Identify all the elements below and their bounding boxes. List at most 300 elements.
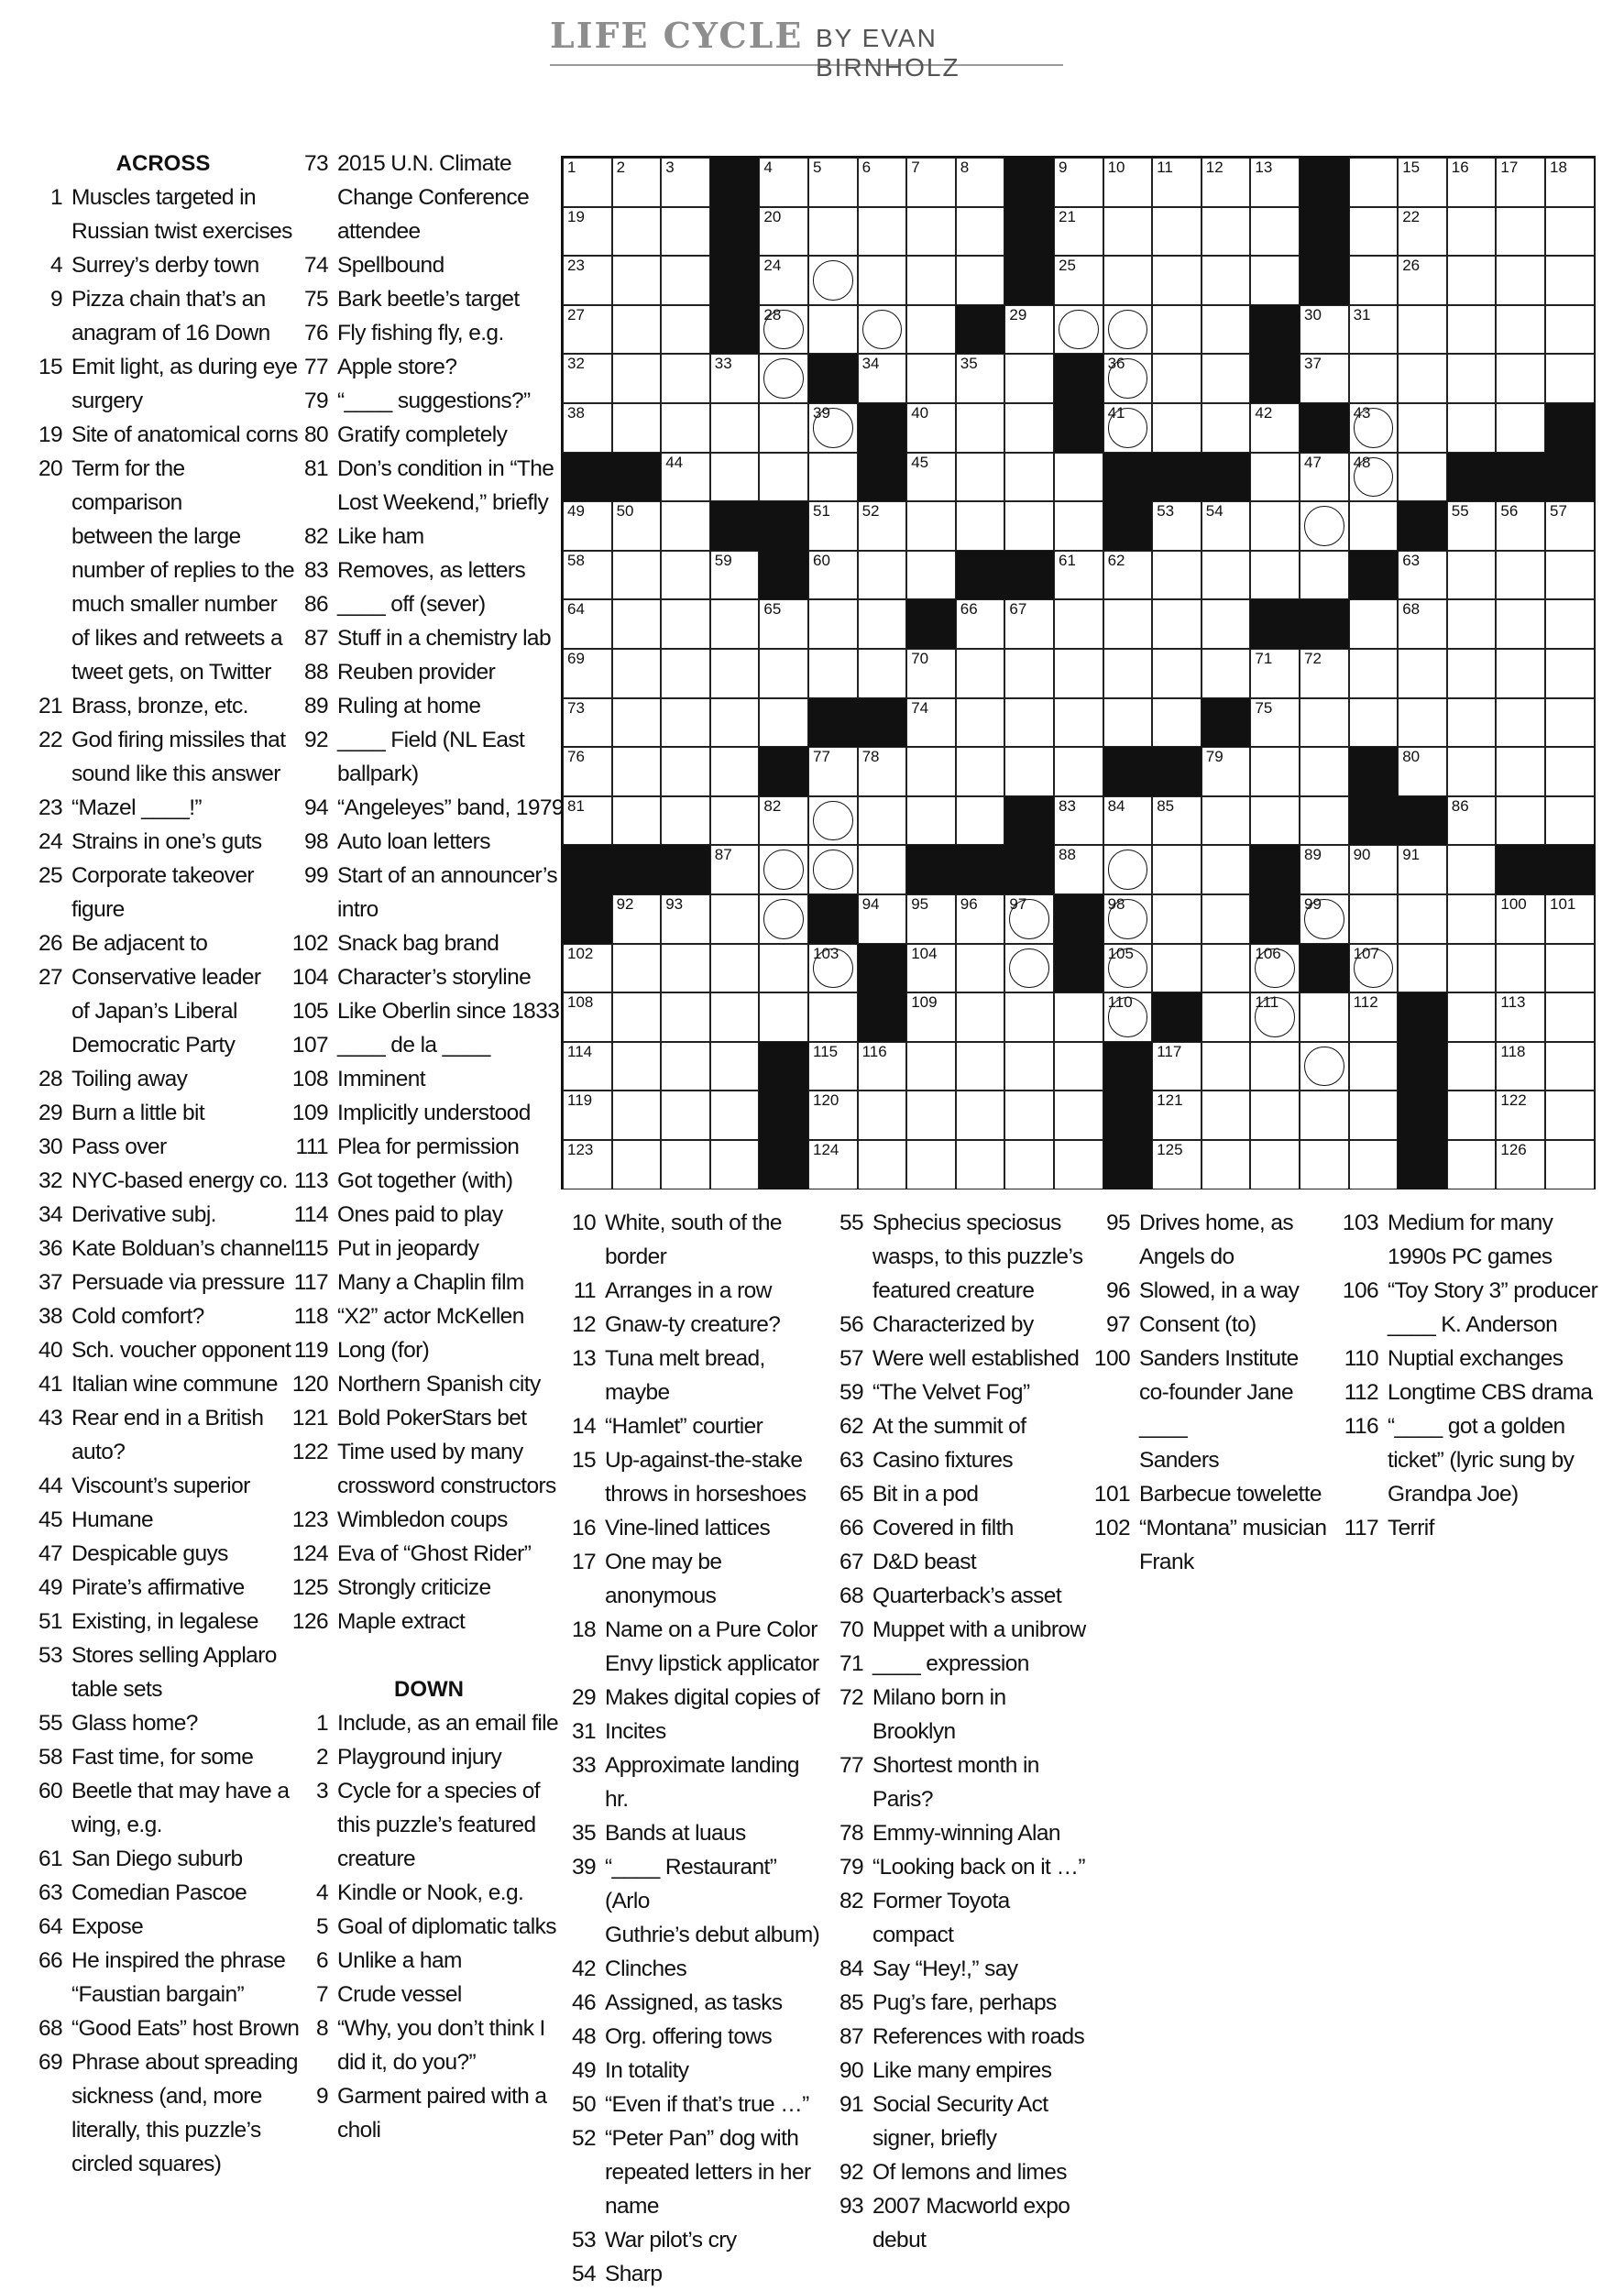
grid-square[interactable] <box>1250 1140 1300 1189</box>
grid-square[interactable] <box>1250 747 1300 796</box>
grid-square[interactable] <box>1349 501 1399 551</box>
grid-square[interactable] <box>1202 894 1251 944</box>
grid-square[interactable] <box>808 1091 858 1140</box>
grid-square[interactable] <box>1152 354 1202 403</box>
grid-square[interactable] <box>612 992 662 1042</box>
grid-square[interactable] <box>1496 1091 1545 1140</box>
grid-square[interactable] <box>1004 354 1054 403</box>
grid-square[interactable] <box>956 649 1005 698</box>
down-clue[interactable] <box>827 1986 1092 2020</box>
grid-square[interactable] <box>759 453 808 502</box>
across-clue[interactable] <box>26 1639 301 1706</box>
grid-square[interactable] <box>563 1140 612 1189</box>
grid-square[interactable] <box>1447 207 1497 257</box>
grid-square[interactable] <box>858 845 907 894</box>
grid-square[interactable] <box>1300 305 1349 355</box>
grid-square[interactable] <box>563 1042 612 1091</box>
grid-square[interactable] <box>1300 992 1349 1042</box>
grid-square[interactable] <box>808 649 858 698</box>
grid-square[interactable] <box>759 845 808 894</box>
grid-square[interactable] <box>710 354 760 403</box>
grid-square[interactable] <box>612 256 662 305</box>
grid-square[interactable] <box>1103 158 1153 207</box>
across-clue[interactable] <box>291 418 566 452</box>
grid-square[interactable] <box>661 992 710 1042</box>
grid-square[interactable] <box>1545 551 1595 600</box>
grid-square[interactable] <box>612 599 662 649</box>
grid-square[interactable] <box>1447 649 1497 698</box>
across-clue[interactable] <box>26 1401 301 1469</box>
down-clue[interactable] <box>827 2088 1092 2155</box>
grid-square[interactable] <box>1054 305 1103 355</box>
across-clue[interactable] <box>291 1096 566 1130</box>
grid-square[interactable] <box>858 796 907 846</box>
down-clue[interactable] <box>827 1579 1092 1613</box>
down-clue[interactable] <box>1093 1511 1343 1579</box>
grid-square[interactable] <box>808 207 858 257</box>
grid-square[interactable] <box>1398 599 1447 649</box>
grid-square[interactable] <box>1447 992 1497 1042</box>
across-clue[interactable] <box>26 1706 301 1740</box>
down-clue[interactable] <box>291 1910 566 1944</box>
grid-square[interactable] <box>1152 599 1202 649</box>
grid-square[interactable] <box>1300 453 1349 502</box>
down-clue[interactable] <box>559 2257 825 2291</box>
grid-square[interactable] <box>1300 551 1349 600</box>
grid-square[interactable] <box>612 551 662 600</box>
grid-square[interactable] <box>1300 894 1349 944</box>
down-clue[interactable] <box>1342 1409 1617 1511</box>
across-clue[interactable] <box>26 282 301 350</box>
grid-square[interactable] <box>612 1091 662 1140</box>
grid-square[interactable] <box>1496 551 1545 600</box>
grid-square[interactable] <box>1202 1042 1251 1091</box>
grid-square[interactable] <box>1496 1140 1545 1189</box>
grid-square[interactable] <box>956 158 1005 207</box>
grid-square[interactable] <box>1496 305 1545 355</box>
down-clue[interactable] <box>827 1850 1092 1884</box>
grid-square[interactable] <box>1349 944 1399 993</box>
across-clue[interactable] <box>291 1401 566 1435</box>
grid-square[interactable] <box>1545 1091 1595 1140</box>
grid-square[interactable] <box>1152 1042 1202 1091</box>
down-clue[interactable] <box>559 1986 825 2020</box>
down-clue[interactable] <box>1342 1206 1617 1274</box>
grid-square[interactable] <box>1054 1140 1103 1189</box>
grid-square[interactable] <box>1349 599 1399 649</box>
grid-square[interactable] <box>1103 796 1153 846</box>
grid-square[interactable] <box>1250 944 1300 993</box>
grid-square[interactable] <box>956 992 1005 1042</box>
across-clue[interactable] <box>26 1232 301 1266</box>
grid-square[interactable] <box>1300 1042 1349 1091</box>
grid-square[interactable] <box>1545 698 1595 748</box>
across-clue[interactable] <box>291 825 566 859</box>
grid-square[interactable] <box>1250 158 1300 207</box>
grid-square[interactable] <box>1300 354 1349 403</box>
grid-square[interactable] <box>1447 305 1497 355</box>
down-clue[interactable] <box>291 1876 566 1910</box>
grid-square[interactable] <box>808 747 858 796</box>
grid-square[interactable] <box>661 1140 710 1189</box>
grid-square[interactable] <box>1103 944 1153 993</box>
grid-square[interactable] <box>563 599 612 649</box>
down-clue[interactable] <box>827 1748 1092 1816</box>
across-clue[interactable] <box>26 1333 301 1367</box>
grid-square[interactable] <box>1250 256 1300 305</box>
grid-square[interactable] <box>808 403 858 453</box>
grid-square[interactable] <box>1496 158 1545 207</box>
grid-square[interactable] <box>1152 501 1202 551</box>
grid-square[interactable] <box>563 403 612 453</box>
down-clue[interactable] <box>1342 1376 1617 1409</box>
grid-square[interactable] <box>710 894 760 944</box>
grid-square[interactable] <box>1496 698 1545 748</box>
grid-square[interactable] <box>956 599 1005 649</box>
across-clue[interactable] <box>291 1130 566 1164</box>
grid-square[interactable] <box>1447 944 1497 993</box>
grid-square[interactable] <box>956 894 1005 944</box>
grid-square[interactable] <box>661 354 710 403</box>
grid-square[interactable] <box>1398 944 1447 993</box>
grid-square[interactable] <box>1152 551 1202 600</box>
grid-square[interactable] <box>1398 649 1447 698</box>
down-clue[interactable] <box>1342 1274 1617 1342</box>
grid-square[interactable] <box>1250 207 1300 257</box>
down-clue[interactable] <box>559 1816 825 1850</box>
across-clue[interactable] <box>26 248 301 282</box>
across-clue[interactable] <box>26 1062 301 1096</box>
grid-square[interactable] <box>1202 796 1251 846</box>
grid-square[interactable] <box>1496 992 1545 1042</box>
down-clue[interactable] <box>827 1884 1092 1952</box>
grid-square[interactable] <box>1545 796 1595 846</box>
grid-square[interactable] <box>808 551 858 600</box>
grid-square[interactable] <box>956 354 1005 403</box>
grid-square[interactable] <box>759 354 808 403</box>
across-clue[interactable] <box>26 689 301 723</box>
grid-square[interactable] <box>1349 453 1399 502</box>
grid-square[interactable] <box>1398 747 1447 796</box>
grid-square[interactable] <box>808 501 858 551</box>
grid-square[interactable] <box>1054 845 1103 894</box>
across-clue[interactable] <box>26 825 301 859</box>
down-clue[interactable] <box>827 1342 1092 1376</box>
across-clue[interactable] <box>291 1299 566 1333</box>
down-clue[interactable] <box>559 1206 825 1274</box>
grid-square[interactable] <box>759 403 808 453</box>
grid-square[interactable] <box>1004 501 1054 551</box>
down-clue[interactable] <box>1093 1274 1343 1308</box>
grid-square[interactable] <box>661 894 710 944</box>
grid-square[interactable] <box>1545 944 1595 993</box>
grid-square[interactable] <box>710 992 760 1042</box>
grid-square[interactable] <box>661 796 710 846</box>
grid-square[interactable] <box>563 207 612 257</box>
down-clue[interactable] <box>827 1477 1092 1511</box>
across-clue[interactable] <box>26 1537 301 1571</box>
across-clue[interactable] <box>26 1842 301 1876</box>
grid-square[interactable] <box>808 256 858 305</box>
grid-square[interactable] <box>1152 305 1202 355</box>
across-clue[interactable] <box>26 1605 301 1639</box>
grid-square[interactable] <box>906 992 956 1042</box>
grid-square[interactable] <box>1004 944 1054 993</box>
grid-square[interactable] <box>858 649 907 698</box>
across-clue[interactable] <box>291 689 566 723</box>
grid-square[interactable] <box>1398 551 1447 600</box>
grid-square[interactable] <box>1398 894 1447 944</box>
grid-square[interactable] <box>612 649 662 698</box>
grid-square[interactable] <box>1152 894 1202 944</box>
across-clue[interactable] <box>26 1164 301 1198</box>
across-clue[interactable] <box>26 418 301 452</box>
grid-square[interactable] <box>661 551 710 600</box>
grid-square[interactable] <box>1004 992 1054 1042</box>
grid-square[interactable] <box>906 551 956 600</box>
across-clue[interactable] <box>26 1910 301 1944</box>
grid-square[interactable] <box>1545 1140 1595 1189</box>
grid-square[interactable] <box>759 698 808 748</box>
down-clue[interactable] <box>559 1342 825 1409</box>
grid-square[interactable] <box>1398 403 1447 453</box>
grid-square[interactable] <box>1545 992 1595 1042</box>
across-clue[interactable] <box>291 994 566 1028</box>
down-clue[interactable] <box>559 1308 825 1342</box>
across-clue[interactable] <box>291 316 566 350</box>
across-clue[interactable] <box>291 1605 566 1639</box>
across-clue[interactable] <box>291 1028 566 1062</box>
down-clue[interactable] <box>559 1409 825 1443</box>
across-clue[interactable] <box>291 1062 566 1096</box>
down-clue[interactable] <box>827 1647 1092 1681</box>
grid-square[interactable] <box>1152 845 1202 894</box>
grid-square[interactable] <box>1202 158 1251 207</box>
grid-square[interactable] <box>661 649 710 698</box>
grid-square[interactable] <box>808 992 858 1042</box>
grid-square[interactable] <box>1349 894 1399 944</box>
grid-square[interactable] <box>808 944 858 993</box>
grid-square[interactable] <box>1250 501 1300 551</box>
grid-square[interactable] <box>661 747 710 796</box>
grid-square[interactable] <box>710 599 760 649</box>
grid-square[interactable] <box>661 1042 710 1091</box>
grid-square[interactable] <box>661 207 710 257</box>
grid-square[interactable] <box>1496 894 1545 944</box>
grid-square[interactable] <box>1398 305 1447 355</box>
grid-square[interactable] <box>1545 894 1595 944</box>
grid-square[interactable] <box>1250 1042 1300 1091</box>
grid-square[interactable] <box>906 453 956 502</box>
grid-square[interactable] <box>612 944 662 993</box>
grid-square[interactable] <box>1496 403 1545 453</box>
down-clue[interactable] <box>559 1274 825 1308</box>
grid-square[interactable] <box>1545 501 1595 551</box>
grid-square[interactable] <box>808 796 858 846</box>
down-clue[interactable] <box>559 1443 825 1511</box>
down-clue[interactable] <box>559 2088 825 2121</box>
grid-square[interactable] <box>1496 256 1545 305</box>
grid-square[interactable] <box>563 354 612 403</box>
grid-square[interactable] <box>710 796 760 846</box>
grid-square[interactable] <box>710 649 760 698</box>
grid-square[interactable] <box>612 305 662 355</box>
grid-square[interactable] <box>1349 305 1399 355</box>
grid-square[interactable] <box>1004 1140 1054 1189</box>
grid-square[interactable] <box>1004 894 1054 944</box>
grid-square[interactable] <box>1152 207 1202 257</box>
grid-square[interactable] <box>563 305 612 355</box>
across-clue[interactable] <box>291 147 566 248</box>
across-clue[interactable] <box>26 1944 301 2011</box>
grid-square[interactable] <box>1545 599 1595 649</box>
across-clue[interactable] <box>291 587 566 621</box>
across-clue[interactable] <box>291 1198 566 1232</box>
grid-square[interactable] <box>710 1140 760 1189</box>
across-clue[interactable] <box>26 723 301 791</box>
grid-square[interactable] <box>1004 1042 1054 1091</box>
across-clue[interactable] <box>26 1130 301 1164</box>
grid-square[interactable] <box>1300 747 1349 796</box>
across-clue[interactable] <box>26 2045 301 2181</box>
grid-square[interactable] <box>1004 305 1054 355</box>
grid-square[interactable] <box>1300 1091 1349 1140</box>
down-clue[interactable] <box>827 2020 1092 2054</box>
across-clue[interactable] <box>26 350 301 418</box>
grid-square[interactable] <box>1496 649 1545 698</box>
grid-square[interactable] <box>759 894 808 944</box>
grid-square[interactable] <box>661 944 710 993</box>
grid-square[interactable] <box>1300 698 1349 748</box>
grid-square[interactable] <box>906 256 956 305</box>
grid-square[interactable] <box>1152 403 1202 453</box>
grid-square[interactable] <box>710 1042 760 1091</box>
grid-square[interactable] <box>858 894 907 944</box>
down-clue[interactable] <box>291 1774 566 1876</box>
grid-square[interactable] <box>759 944 808 993</box>
grid-square[interactable] <box>563 256 612 305</box>
grid-square[interactable] <box>1250 649 1300 698</box>
across-clue[interactable] <box>291 791 566 825</box>
grid-square[interactable] <box>759 256 808 305</box>
down-clue[interactable] <box>559 2020 825 2054</box>
across-clue[interactable] <box>26 1096 301 1130</box>
grid-square[interactable] <box>1496 599 1545 649</box>
grid-square[interactable] <box>1300 501 1349 551</box>
grid-square[interactable] <box>1447 894 1497 944</box>
grid-square[interactable] <box>906 894 956 944</box>
grid-square[interactable] <box>1447 599 1497 649</box>
grid-square[interactable] <box>906 796 956 846</box>
grid-square[interactable] <box>1300 845 1349 894</box>
grid-square[interactable] <box>906 944 956 993</box>
grid-square[interactable] <box>1349 1140 1399 1189</box>
grid-square[interactable] <box>1054 698 1103 748</box>
grid-square[interactable] <box>1103 845 1153 894</box>
across-clue[interactable] <box>291 1571 566 1605</box>
grid-square[interactable] <box>1300 796 1349 846</box>
grid-square[interactable] <box>1447 256 1497 305</box>
grid-square[interactable] <box>563 796 612 846</box>
grid-square[interactable] <box>612 403 662 453</box>
across-clue[interactable] <box>26 1266 301 1299</box>
grid-square[interactable] <box>858 599 907 649</box>
grid-square[interactable] <box>612 501 662 551</box>
down-clue[interactable] <box>827 2054 1092 2088</box>
grid-square[interactable] <box>1004 1091 1054 1140</box>
grid-square[interactable] <box>563 1091 612 1140</box>
grid-square[interactable] <box>956 207 1005 257</box>
grid-square[interactable] <box>956 453 1005 502</box>
grid-square[interactable] <box>1300 649 1349 698</box>
grid-square[interactable] <box>1545 1042 1595 1091</box>
down-clue[interactable] <box>559 1952 825 1986</box>
grid-square[interactable] <box>661 453 710 502</box>
grid-square[interactable] <box>1054 207 1103 257</box>
grid-square[interactable] <box>563 501 612 551</box>
grid-square[interactable] <box>858 1042 907 1091</box>
grid-square[interactable] <box>1152 649 1202 698</box>
grid-square[interactable] <box>808 1140 858 1189</box>
grid-square[interactable] <box>858 551 907 600</box>
grid-square[interactable] <box>1152 796 1202 846</box>
grid-square[interactable] <box>1202 1140 1251 1189</box>
grid-square[interactable] <box>759 207 808 257</box>
grid-square[interactable] <box>956 747 1005 796</box>
grid-square[interactable] <box>1250 698 1300 748</box>
across-clue[interactable] <box>291 723 566 791</box>
grid-square[interactable] <box>1250 551 1300 600</box>
grid-square[interactable] <box>1202 305 1251 355</box>
grid-square[interactable] <box>710 747 760 796</box>
grid-square[interactable] <box>1152 1140 1202 1189</box>
grid-square[interactable] <box>612 354 662 403</box>
grid-square[interactable] <box>1004 453 1054 502</box>
grid-square[interactable] <box>906 1042 956 1091</box>
grid-square[interactable] <box>1447 158 1497 207</box>
grid-square[interactable] <box>1496 796 1545 846</box>
grid-square[interactable] <box>661 305 710 355</box>
grid-square[interactable] <box>1054 992 1103 1042</box>
grid-square[interactable] <box>1398 845 1447 894</box>
down-clue[interactable] <box>559 2054 825 2088</box>
grid-square[interactable] <box>1202 354 1251 403</box>
grid-square[interactable] <box>1447 1140 1497 1189</box>
across-clue[interactable] <box>26 2011 301 2045</box>
grid-square[interactable] <box>612 698 662 748</box>
grid-square[interactable] <box>1447 1042 1497 1091</box>
down-clue[interactable] <box>827 1952 1092 1986</box>
across-clue[interactable] <box>291 1503 566 1537</box>
across-clue[interactable] <box>291 520 566 554</box>
grid-square[interactable] <box>563 747 612 796</box>
grid-square[interactable] <box>1202 207 1251 257</box>
grid-square[interactable] <box>710 1091 760 1140</box>
grid-square[interactable] <box>1103 599 1153 649</box>
grid-square[interactable] <box>1202 944 1251 993</box>
down-clue[interactable] <box>827 1681 1092 1748</box>
grid-square[interactable] <box>661 1091 710 1140</box>
grid-square[interactable] <box>1447 747 1497 796</box>
grid-square[interactable] <box>1447 403 1497 453</box>
grid-square[interactable] <box>1103 207 1153 257</box>
down-clue[interactable] <box>559 1613 825 1681</box>
grid-square[interactable] <box>1054 599 1103 649</box>
grid-square[interactable] <box>759 305 808 355</box>
grid-square[interactable] <box>1300 1140 1349 1189</box>
grid-square[interactable] <box>759 796 808 846</box>
grid-square[interactable] <box>710 845 760 894</box>
